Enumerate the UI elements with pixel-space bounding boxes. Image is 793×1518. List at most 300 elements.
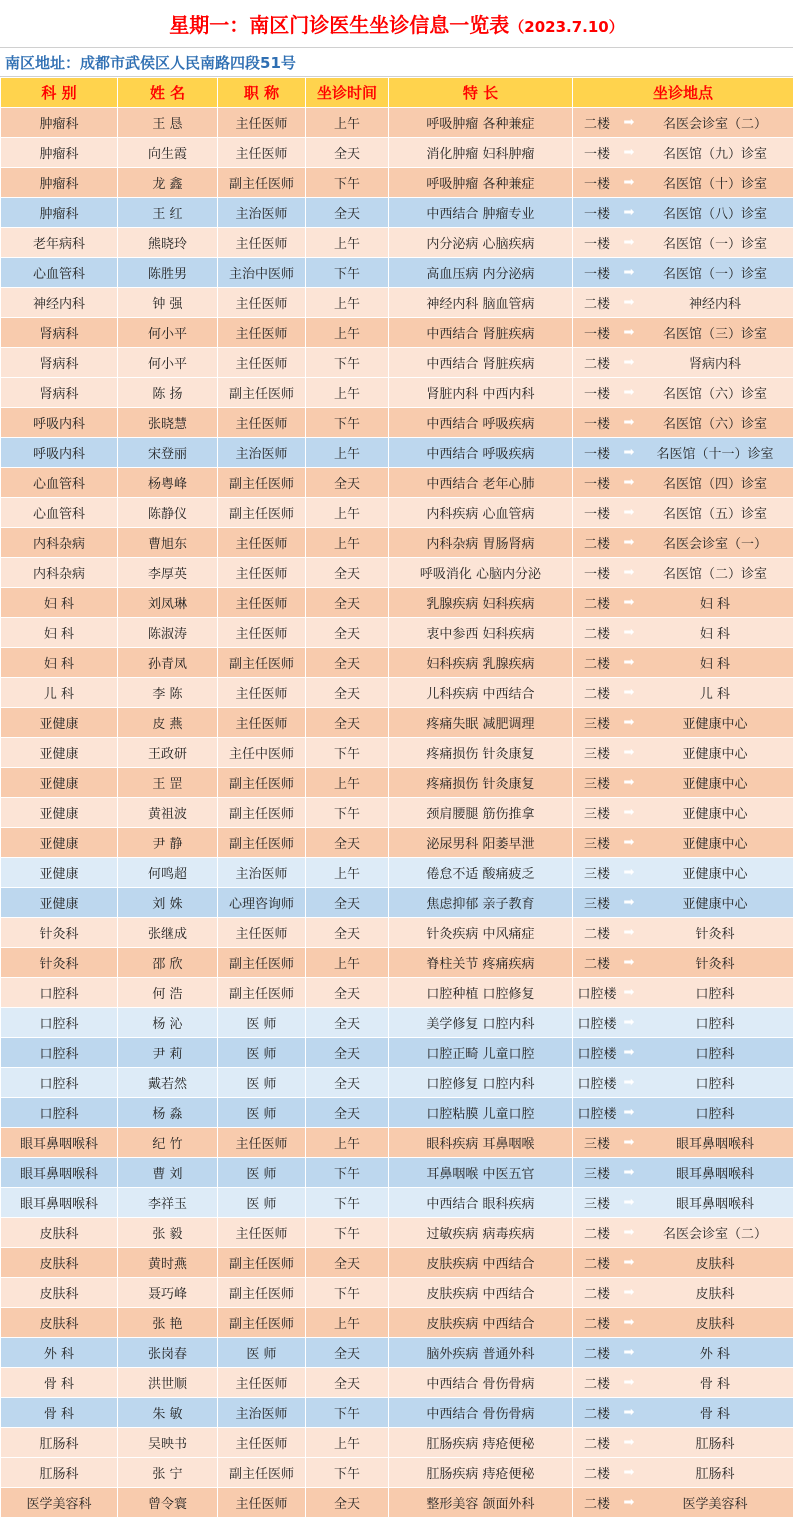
dept-cell: 亚健康 [1,768,118,798]
room-text: 外 科 [637,1343,793,1362]
location-wrap [573,558,793,587]
room-text: 医学美容科 [637,1493,793,1512]
doctor-name-cell: 尹 莉 [118,1038,218,1068]
rank-cell: 主任医师 [218,528,306,558]
specialty-cell: 消化肿瘤 妇科肿瘤 [389,138,573,168]
specialty-cell: 肾脏内科 中西内科 [389,378,573,408]
dept-cell: 针灸科 [1,918,118,948]
location-wrap [573,978,793,1007]
floor-text: 口腔楼 [573,1103,621,1122]
rank-cell: 医 师 [218,1038,306,1068]
table-row [1,1098,793,1128]
doctor-name-cell: 刘凤琳 [118,588,218,618]
location-cell [573,468,793,498]
location-cell [573,228,793,258]
room-text: 名医会诊室（二） [637,1223,793,1242]
title-text: 星期一：南区门诊医生坐诊信息一览表 [169,13,509,37]
table-row [1,228,793,258]
rank-cell: 主任医师 [218,618,306,648]
location-wrap [573,648,793,677]
room-text: 肛肠科 [637,1463,793,1482]
arrow-right-icon: ➡ [621,1465,637,1480]
title-bar [0,0,793,48]
rank-cell: 副主任医师 [218,1248,306,1278]
room-text: 眼耳鼻咽喉科 [637,1193,793,1212]
specialty-cell: 皮肤疾病 中西结合 [389,1248,573,1278]
dept-cell: 老年病科 [1,228,118,258]
specialty-cell: 焦虑抑郁 亲子教育 [389,888,573,918]
table-row [1,348,793,378]
floor-text: 一楼 [573,263,621,282]
doctor-name-cell: 张 艳 [118,1308,218,1338]
specialty-cell: 中西结合 骨伤骨病 [389,1398,573,1428]
header-location: 坐诊地点 [573,78,793,108]
dept-cell: 肛肠科 [1,1458,118,1488]
address-bar [0,48,793,77]
time-cell: 上午 [306,498,389,528]
doctor-name-cell: 王 恳 [118,108,218,138]
table-row [1,768,793,798]
table-row [1,528,793,558]
floor-text: 口腔楼 [573,1013,621,1032]
doctor-name-cell: 黄祖波 [118,798,218,828]
room-text: 亚健康中心 [637,713,793,732]
arrow-right-icon: ➡ [621,955,637,970]
dept-cell: 皮肤科 [1,1218,118,1248]
rank-cell: 主任医师 [218,918,306,948]
rank-cell: 主任医师 [218,318,306,348]
location-cell [573,198,793,228]
dept-cell: 内科杂病 [1,528,118,558]
room-text: 口腔科 [637,983,793,1002]
time-cell: 下午 [306,168,389,198]
floor-text: 口腔楼 [573,1043,621,1062]
location-wrap [573,1248,793,1277]
specialty-cell: 妇科疾病 乳腺疾病 [389,648,573,678]
floor-text: 二楼 [573,623,621,642]
floor-text: 口腔楼 [573,983,621,1002]
dept-cell: 亚健康 [1,858,118,888]
arrow-right-icon: ➡ [621,295,637,310]
location-wrap [573,858,793,887]
time-cell: 全天 [306,648,389,678]
time-cell: 下午 [306,258,389,288]
table-row [1,1068,793,1098]
floor-text: 三楼 [573,1133,621,1152]
rank-cell: 医 师 [218,1068,306,1098]
location-cell [573,318,793,348]
room-text: 口腔科 [637,1103,793,1122]
specialty-cell: 呼吸肿瘤 各种兼症 [389,108,573,138]
specialty-cell: 口腔粘膜 儿童口腔 [389,1098,573,1128]
location-cell [573,708,793,738]
rank-cell: 主治医师 [218,198,306,228]
floor-text: 二楼 [573,1373,621,1392]
time-cell: 全天 [306,1368,389,1398]
room-text: 皮肤科 [637,1253,793,1272]
time-cell: 下午 [306,408,389,438]
doctor-name-cell: 尹 静 [118,828,218,858]
dept-cell: 肾病科 [1,378,118,408]
dept-cell: 亚健康 [1,738,118,768]
specialty-cell: 乳腺疾病 妇科疾病 [389,588,573,618]
rank-cell: 副主任医师 [218,948,306,978]
doctor-name-cell: 吴映书 [118,1428,218,1458]
room-text: 眼耳鼻咽喉科 [637,1133,793,1152]
time-cell: 全天 [306,678,389,708]
doctor-name-cell: 曹旭东 [118,528,218,558]
specialty-cell: 皮肤疾病 中西结合 [389,1278,573,1308]
time-cell: 下午 [306,1188,389,1218]
rank-cell: 副主任医师 [218,468,306,498]
room-text: 名医馆（八）诊室 [637,203,793,222]
dept-cell: 亚健康 [1,828,118,858]
location-cell [573,1278,793,1308]
arrow-right-icon: ➡ [621,685,637,700]
floor-text: 二楼 [573,953,621,972]
time-cell: 全天 [306,828,389,858]
dept-cell: 口腔科 [1,978,118,1008]
time-cell: 下午 [306,1278,389,1308]
specialty-cell: 中西结合 肾脏疾病 [389,348,573,378]
location-wrap [573,1488,793,1517]
time-cell: 下午 [306,1218,389,1248]
arrow-right-icon: ➡ [621,775,637,790]
arrow-right-icon: ➡ [621,655,637,670]
arrow-right-icon: ➡ [621,115,637,130]
room-text: 口腔科 [637,1073,793,1092]
time-cell: 上午 [306,1428,389,1458]
location-cell [573,1488,793,1518]
arrow-right-icon: ➡ [621,595,637,610]
rank-cell: 副主任医师 [218,1308,306,1338]
rank-cell: 主任医师 [218,108,306,138]
dept-cell: 眼耳鼻咽喉科 [1,1128,118,1158]
specialty-cell: 美学修复 口腔内科 [389,1008,573,1038]
rank-cell: 心理咨询师 [218,888,306,918]
dept-cell: 肛肠科 [1,1428,118,1458]
table-row [1,1188,793,1218]
arrow-right-icon: ➡ [621,565,637,580]
specialty-cell: 呼吸肿瘤 各种兼症 [389,168,573,198]
room-text: 妇 科 [637,623,793,642]
location-wrap [573,888,793,917]
time-cell: 下午 [306,348,389,378]
doctor-name-cell: 杨粤峰 [118,468,218,498]
floor-text: 二楼 [573,1403,621,1422]
location-cell [573,978,793,1008]
doctor-name-cell: 黄时燕 [118,1248,218,1278]
arrow-right-icon: ➡ [621,985,637,1000]
floor-text: 一楼 [573,503,621,522]
room-text: 皮肤科 [637,1313,793,1332]
location-cell [573,1458,793,1488]
floor-text: 三楼 [573,773,621,792]
specialty-cell: 中西结合 呼吸疾病 [389,408,573,438]
time-cell: 下午 [306,798,389,828]
time-cell: 全天 [306,138,389,168]
rank-cell: 副主任医师 [218,978,306,1008]
table-row [1,1278,793,1308]
rank-cell: 医 师 [218,1188,306,1218]
doctor-name-cell: 钟 强 [118,288,218,318]
floor-text: 二楼 [573,1463,621,1482]
location-wrap [573,588,793,617]
location-wrap [573,528,793,557]
arrow-right-icon: ➡ [621,1135,637,1150]
table-row [1,948,793,978]
dept-cell: 口腔科 [1,1008,118,1038]
room-text: 亚健康中心 [637,833,793,852]
specialty-cell: 中西结合 老年心肺 [389,468,573,498]
time-cell: 下午 [306,738,389,768]
doctor-name-cell: 李祥玉 [118,1188,218,1218]
specialty-cell: 倦怠不适 酸痛疲乏 [389,858,573,888]
floor-text: 三楼 [573,1163,621,1182]
location-cell [573,1098,793,1128]
doctor-name-cell: 何小平 [118,318,218,348]
table-row [1,1488,793,1518]
table-row [1,558,793,588]
dept-cell: 眼耳鼻咽喉科 [1,1158,118,1188]
doctor-name-cell: 洪世顺 [118,1368,218,1398]
specialty-cell: 衷中参西 妇科疾病 [389,618,573,648]
arrow-right-icon: ➡ [621,835,637,850]
location-cell [573,768,793,798]
location-wrap [573,948,793,977]
dept-cell: 妇 科 [1,588,118,618]
location-cell [573,528,793,558]
specialty-cell: 肛肠疾病 痔疮便秘 [389,1428,573,1458]
location-wrap [573,738,793,767]
time-cell: 上午 [306,318,389,348]
table-row [1,438,793,468]
location-cell [573,1248,793,1278]
floor-text: 二楼 [573,1283,621,1302]
rank-cell: 主治医师 [218,438,306,468]
location-wrap [573,1278,793,1307]
table-row [1,1428,793,1458]
location-cell [573,378,793,408]
room-text: 口腔科 [637,1013,793,1032]
room-text: 名医会诊室（一） [637,533,793,552]
arrow-right-icon: ➡ [621,865,637,880]
location-wrap [573,1158,793,1187]
header-name: 姓 名 [118,78,218,108]
floor-text: 三楼 [573,863,621,882]
dept-cell: 肾病科 [1,318,118,348]
floor-text: 二楼 [573,1253,621,1272]
table-row [1,918,793,948]
doctor-name-cell: 张岗春 [118,1338,218,1368]
time-cell: 全天 [306,468,389,498]
room-text: 骨 科 [637,1373,793,1392]
time-cell: 上午 [306,768,389,798]
arrow-right-icon: ➡ [621,505,637,520]
location-cell [573,408,793,438]
doctor-name-cell: 陈 扬 [118,378,218,408]
floor-text: 二楼 [573,1223,621,1242]
rank-cell: 主任中医师 [218,738,306,768]
rank-cell: 副主任医师 [218,798,306,828]
specialty-cell: 内科疾病 心血管病 [389,498,573,528]
location-wrap [573,1458,793,1487]
location-cell [573,438,793,468]
location-cell [573,738,793,768]
time-cell: 下午 [306,1458,389,1488]
dept-cell: 外 科 [1,1338,118,1368]
location-wrap [573,138,793,167]
room-text: 肾病内科 [637,353,793,372]
rank-cell: 主任医师 [218,1488,306,1518]
location-wrap [573,1308,793,1337]
time-cell: 上午 [306,528,389,558]
doctor-name-cell: 纪 竹 [118,1128,218,1158]
dept-cell: 肿瘤科 [1,198,118,228]
time-cell: 全天 [306,1248,389,1278]
floor-text: 二楼 [573,113,621,132]
rank-cell: 主治医师 [218,1398,306,1428]
time-cell: 上午 [306,288,389,318]
doctor-name-cell: 皮 燕 [118,708,218,738]
table-row [1,648,793,678]
location-wrap [573,1398,793,1427]
floor-text: 二楼 [573,653,621,672]
specialty-cell: 整形美容 颌面外科 [389,1488,573,1518]
location-wrap [573,438,793,467]
location-cell [573,108,793,138]
location-cell [573,1218,793,1248]
arrow-right-icon: ➡ [621,145,637,160]
arrow-right-icon: ➡ [621,1405,637,1420]
table-row [1,318,793,348]
room-text: 名医馆（二）诊室 [637,563,793,582]
table-row [1,1458,793,1488]
location-cell [573,1338,793,1368]
dept-cell: 皮肤科 [1,1278,118,1308]
location-wrap [573,1428,793,1457]
time-cell: 上午 [306,378,389,408]
title-date: （2023.7.10） [509,18,623,36]
time-cell: 上午 [306,108,389,138]
specialty-cell: 疼痛损伤 针灸康复 [389,738,573,768]
rank-cell: 主任医师 [218,1218,306,1248]
dept-cell: 内科杂病 [1,558,118,588]
specialty-cell: 高血压病 内分泌病 [389,258,573,288]
doctor-name-cell: 杨 沁 [118,1008,218,1038]
arrow-right-icon: ➡ [621,1495,637,1510]
schedule-table [0,77,793,1518]
doctor-name-cell: 王 罡 [118,768,218,798]
table-row [1,1398,793,1428]
table-row [1,168,793,198]
table-row [1,1008,793,1038]
dept-cell: 骨 科 [1,1368,118,1398]
rank-cell: 副主任医师 [218,378,306,408]
location-wrap [573,618,793,647]
dept-cell: 口腔科 [1,1038,118,1068]
header-specialty: 特 长 [389,78,573,108]
room-text: 名医馆（六）诊室 [637,383,793,402]
room-text: 针灸科 [637,953,793,972]
room-text: 亚健康中心 [637,773,793,792]
specialty-cell: 脊柱关节 疼痛疾病 [389,948,573,978]
location-wrap [573,318,793,347]
location-cell [573,678,793,708]
table-row [1,378,793,408]
table-header-row [1,78,793,108]
dept-cell: 针灸科 [1,948,118,978]
room-text: 名医馆（一）诊室 [637,263,793,282]
specialty-cell: 脑外疾病 普通外科 [389,1338,573,1368]
room-text: 亚健康中心 [637,863,793,882]
time-cell: 全天 [306,978,389,1008]
dept-cell: 口腔科 [1,1068,118,1098]
time-cell: 全天 [306,618,389,648]
dept-cell: 肿瘤科 [1,138,118,168]
floor-text: 三楼 [573,1193,621,1212]
arrow-right-icon: ➡ [621,1225,637,1240]
arrow-right-icon: ➡ [621,355,637,370]
room-text: 针灸科 [637,923,793,942]
address-text: 南区地址：成都市武侯区人民南路四段51号 [5,52,296,73]
floor-text: 一楼 [573,563,621,582]
location-cell [573,1128,793,1158]
table-row [1,1308,793,1338]
doctor-name-cell: 邵 欣 [118,948,218,978]
time-cell: 下午 [306,1158,389,1188]
floor-text: 二楼 [573,353,621,372]
doctor-name-cell: 曾令寰 [118,1488,218,1518]
doctor-name-cell: 何鸣超 [118,858,218,888]
arrow-right-icon: ➡ [621,1375,637,1390]
room-text: 儿 科 [637,683,793,702]
rank-cell: 主任医师 [218,288,306,318]
rank-cell: 副主任医师 [218,168,306,198]
time-cell: 全天 [306,1068,389,1098]
location-wrap [573,378,793,407]
room-text: 亚健康中心 [637,743,793,762]
arrow-right-icon: ➡ [621,1075,637,1090]
rank-cell: 医 师 [218,1008,306,1038]
location-wrap [573,198,793,227]
location-wrap [573,1008,793,1037]
specialty-cell: 口腔正畸 儿童口腔 [389,1038,573,1068]
room-text: 神经内科 [637,293,793,312]
time-cell: 上午 [306,858,389,888]
time-cell: 全天 [306,1038,389,1068]
location-cell [573,1068,793,1098]
location-cell [573,288,793,318]
floor-text: 一楼 [573,473,621,492]
floor-text: 一楼 [573,143,621,162]
doctor-name-cell: 聂巧峰 [118,1278,218,1308]
floor-text: 二楼 [573,683,621,702]
floor-text: 一楼 [573,173,621,192]
dept-cell: 骨 科 [1,1398,118,1428]
dept-cell: 神经内科 [1,288,118,318]
doctor-name-cell: 曹 刘 [118,1158,218,1188]
location-wrap [573,1098,793,1127]
location-cell [573,1008,793,1038]
doctor-name-cell: 张 毅 [118,1218,218,1248]
location-wrap [573,1128,793,1157]
dept-cell: 妇 科 [1,648,118,678]
rank-cell: 主任医师 [218,348,306,378]
location-wrap [573,228,793,257]
rank-cell: 医 师 [218,1338,306,1368]
arrow-right-icon: ➡ [621,535,637,550]
